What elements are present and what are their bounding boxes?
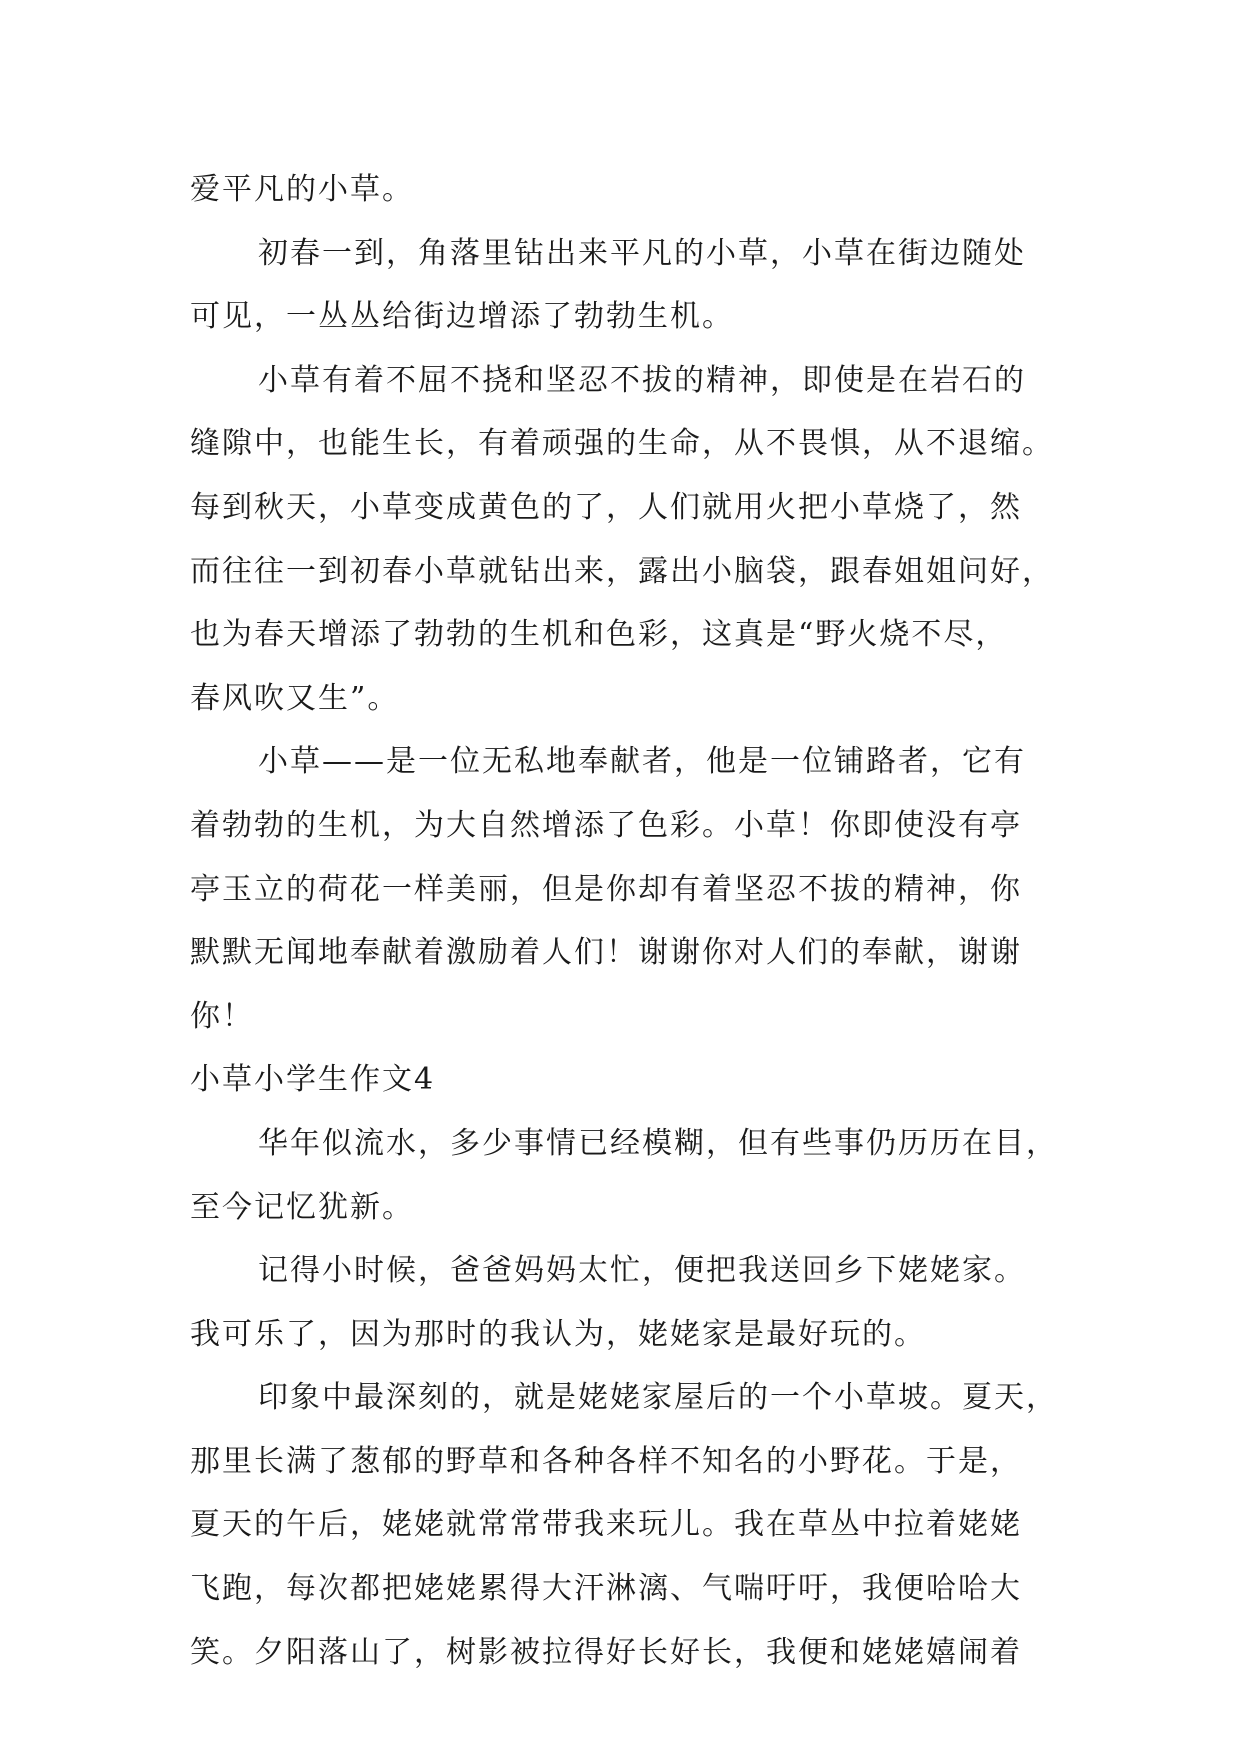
text-line: 亭玉立的荷花一样美丽，但是你却有着坚忍不拔的精神，你 [190,871,1022,907]
text-line: 春风吹又生”。 [190,680,400,716]
text-line: 缝隙中，也能生长，有着顽强的生命，从不畏惧，从不退缩。 [190,426,1054,462]
text-line: 着勃勃的生机，为大自然增添了色彩。小草！你即使没有亭 [190,807,1022,843]
text-line: 你！ [190,998,254,1034]
paragraph-start-line: 记得小时候，爸爸妈妈太忙，便把我送回乡下姥姥家。 [258,1253,1026,1289]
text-line: 可见，一丛丛给街边增添了勃勃生机。 [190,299,734,335]
text-line: 至今记忆犹新。 [190,1189,414,1225]
text-line: 笑。夕阳落山了，树影被拉得好长好长，我便和姥姥嬉闹着 [190,1634,1022,1670]
text-line: 那里长满了葱郁的野草和各种各样不知名的小野花。于是， [190,1443,1022,1479]
text-line: 而往往一到初春小草就钻出来，露出小脑袋，跟春姐姐问好， [190,553,1054,589]
text-line: 也为春天增添了勃勃的生机和色彩，这真是“野火烧不尽， [190,617,1008,653]
paragraph-start-line: 小草——是一位无私地奉献者，他是一位铺路者，它有 [258,744,1026,780]
text-line: 默默无闻地奉献着激励着人们！谢谢你对人们的奉献，谢谢 [190,935,1022,971]
text-line: 爱平凡的小草。 [190,172,414,207]
section-heading: 小草小学生作文4 [190,1062,436,1098]
text-line: 每到秋天，小草变成黄色的了，人们就用火把小草烧了，然 [190,489,1022,525]
text-line: 夏天的午后，姥姥就常常带我来玩儿。我在草丛中拉着姥姥 [190,1507,1022,1543]
paragraph-start-line: 印象中最深刻的，就是姥姥家屋后的一个小草坡。夏天， [258,1380,1058,1416]
paragraph-start-line: 华年似流水，多少事情已经模糊，但有些事仍历历在目， [258,1125,1058,1161]
text-line: 飞跑，每次都把姥姥累得大汗淋漓、气喘吁吁，我便哈哈大 [190,1571,1022,1607]
text-line: 我可乐了，因为那时的我认为，姥姥家是最好玩的。 [190,1316,926,1352]
document-body [190,158,1070,1684]
paragraph-start-line: 小草有着不屈不挠和坚忍不拔的精神，即使是在岩石的 [258,362,1026,398]
paragraph-start-line: 初春一到，角落里钻出来平凡的小草，小草在街边随处 [258,235,1026,271]
